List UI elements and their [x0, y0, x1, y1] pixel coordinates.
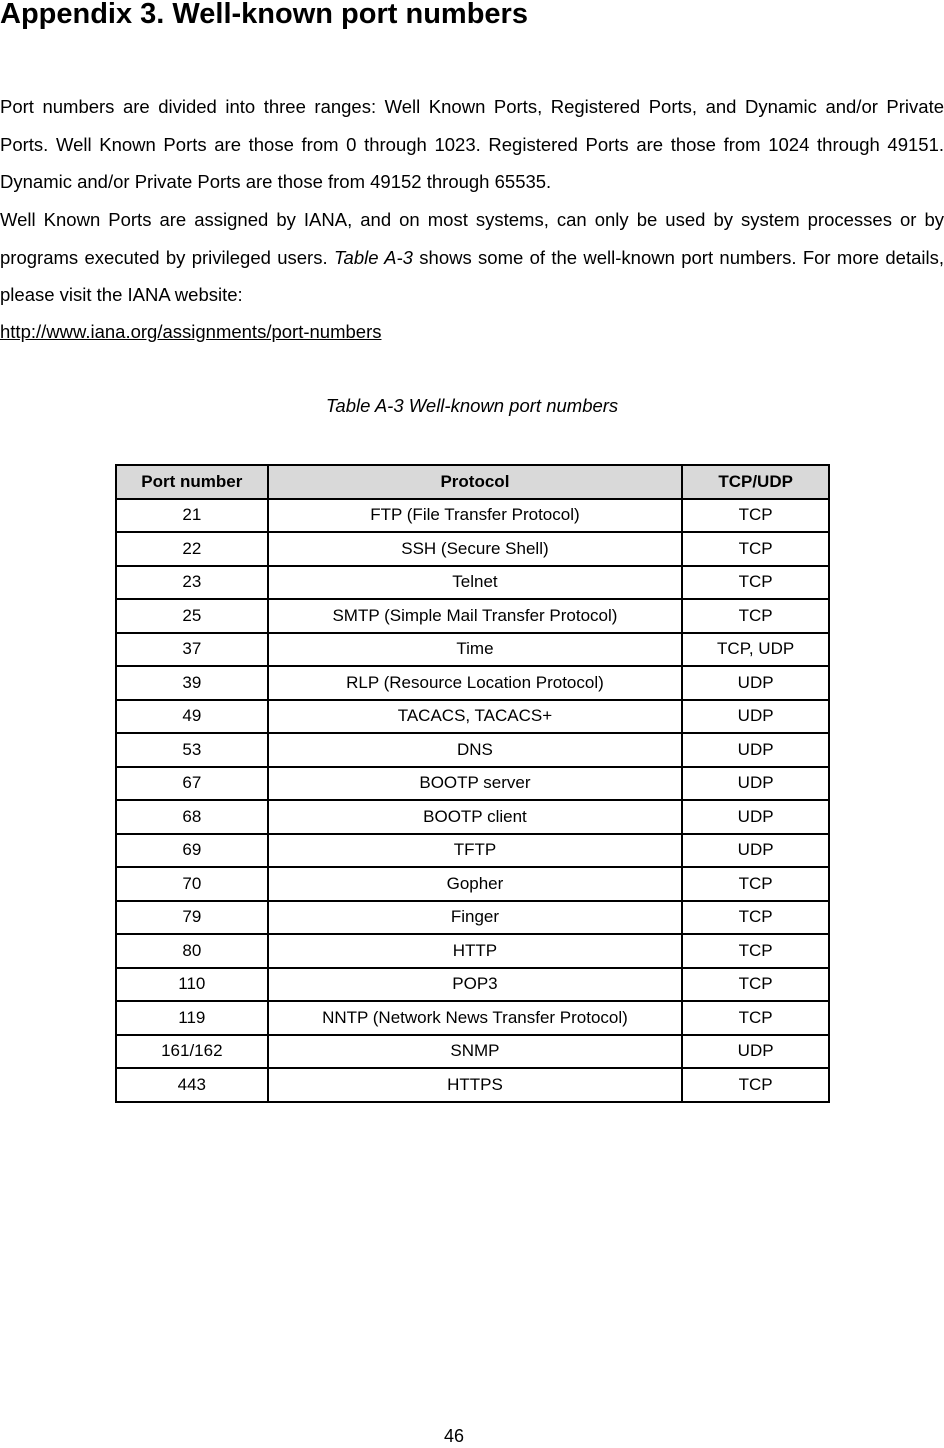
- transport-cell: UDP: [682, 767, 829, 801]
- transport-cell: TCP, UDP: [682, 633, 829, 667]
- protocol-cell: HTTP: [268, 934, 683, 968]
- table-row: [116, 934, 829, 968]
- table-row: [116, 532, 829, 566]
- transport-cell: TCP: [682, 1001, 829, 1035]
- table-reference: Table A-3: [333, 246, 413, 268]
- table-row: [116, 800, 829, 834]
- transport-cell: TCP: [682, 599, 829, 633]
- transport-cell: UDP: [682, 834, 829, 868]
- port-number-cell: 119: [116, 1001, 268, 1035]
- transport-cell: UDP: [682, 733, 829, 767]
- table-row: [116, 633, 829, 667]
- protocol-cell: Finger: [268, 901, 683, 935]
- table-row: [116, 767, 829, 801]
- protocol-cell: Telnet: [268, 566, 683, 600]
- transport-cell: TCP: [682, 532, 829, 566]
- transport-cell: UDP: [682, 700, 829, 734]
- iana-paragraph-text-end: shows some of the well-known port numbers. For more details, please visit the IANA website:: [0, 246, 944, 305]
- port-number-cell: 68: [116, 800, 268, 834]
- protocol-cell: SMTP (Simple Mail Transfer Protocol): [268, 599, 683, 633]
- protocol-cell: HTTPS: [268, 1068, 683, 1102]
- transport-cell: TCP: [682, 901, 829, 935]
- port-number-cell: 70: [116, 867, 268, 901]
- port-number-cell: 22: [116, 532, 268, 566]
- table-row: [116, 968, 829, 1002]
- iana-paragraph: [0, 201, 944, 314]
- table-row: [116, 901, 829, 935]
- intro-paragraph: Port numbers are divided into three ranges: Well Known Ports, Registered Ports, and Dynamic and/or Private Ports. Well Known Ports are those from 0 through 1023. Registered Ports are those from 1024 through 49151. Dynamic and/or Private Ports are those from 49152 through 65535.: [0, 96, 944, 192]
- iana-link[interactable]: http://www.iana.org/assignments/port-numbers: [0, 321, 382, 342]
- table-row: [116, 867, 829, 901]
- protocol-cell: BOOTP server: [268, 767, 683, 801]
- table-row: [116, 700, 829, 734]
- table-row: [116, 499, 829, 533]
- port-number-cell: 21: [116, 499, 268, 533]
- port-table: [115, 464, 830, 1103]
- protocol-cell: POP3: [268, 968, 683, 1002]
- page-number: 46: [443, 1426, 465, 1446]
- transport-cell: UDP: [682, 666, 829, 700]
- port-number-cell: 80: [116, 934, 268, 968]
- port-number-cell: 79: [116, 901, 268, 935]
- protocol-cell: NNTP (Network News Transfer Protocol): [268, 1001, 683, 1035]
- table-row: [116, 834, 829, 868]
- protocol-cell: FTP (File Transfer Protocol): [268, 499, 683, 533]
- table-row: [116, 1035, 829, 1069]
- protocol-cell: Time: [268, 633, 683, 667]
- protocol-cell: DNS: [268, 733, 683, 767]
- transport-cell: TCP: [682, 934, 829, 968]
- header-tcp-udp: TCP/UDP: [682, 465, 829, 499]
- transport-cell: TCP: [682, 499, 829, 533]
- protocol-cell: SNMP: [268, 1035, 683, 1069]
- transport-cell: TCP: [682, 968, 829, 1002]
- protocol-cell: BOOTP client: [268, 800, 683, 834]
- transport-cell: TCP: [682, 867, 829, 901]
- port-number-cell: 67: [116, 767, 268, 801]
- table-row: [116, 566, 829, 600]
- port-number-cell: 23: [116, 566, 268, 600]
- port-number-cell: 161/162: [116, 1035, 268, 1069]
- header-protocol: Protocol: [268, 465, 683, 499]
- port-number-cell: 69: [116, 834, 268, 868]
- table-row: [116, 599, 829, 633]
- protocol-cell: SSH (Secure Shell): [268, 532, 683, 566]
- transport-cell: UDP: [682, 800, 829, 834]
- port-number-cell: 39: [116, 666, 268, 700]
- table-row: [116, 1068, 829, 1102]
- table-caption: Table A-3 Well-known port numbers: [325, 395, 619, 416]
- table-body: [116, 499, 829, 1102]
- port-number-cell: 37: [116, 633, 268, 667]
- transport-cell: TCP: [682, 1068, 829, 1102]
- header-port-number: Port number: [116, 465, 268, 499]
- table-header-row: [116, 465, 829, 499]
- port-number-cell: 110: [116, 968, 268, 1002]
- port-number-cell: 443: [116, 1068, 268, 1102]
- protocol-cell: TACACS, TACACS+: [268, 700, 683, 734]
- page-title: Appendix 3. Well-known port numbers: [0, 0, 528, 30]
- table-row: [116, 733, 829, 767]
- transport-cell: UDP: [682, 1035, 829, 1069]
- port-number-cell: 25: [116, 599, 268, 633]
- protocol-cell: RLP (Resource Location Protocol): [268, 666, 683, 700]
- table-row: [116, 1001, 829, 1035]
- transport-cell: TCP: [682, 566, 829, 600]
- protocol-cell: Gopher: [268, 867, 683, 901]
- port-number-cell: 53: [116, 733, 268, 767]
- table-row: [116, 666, 829, 700]
- port-number-cell: 49: [116, 700, 268, 734]
- iana-paragraph-text: Well Known Ports are assigned by IANA, and on most systems, can only be used by system processes or by programs executed by privileged users.: [0, 209, 944, 268]
- protocol-cell: TFTP: [268, 834, 683, 868]
